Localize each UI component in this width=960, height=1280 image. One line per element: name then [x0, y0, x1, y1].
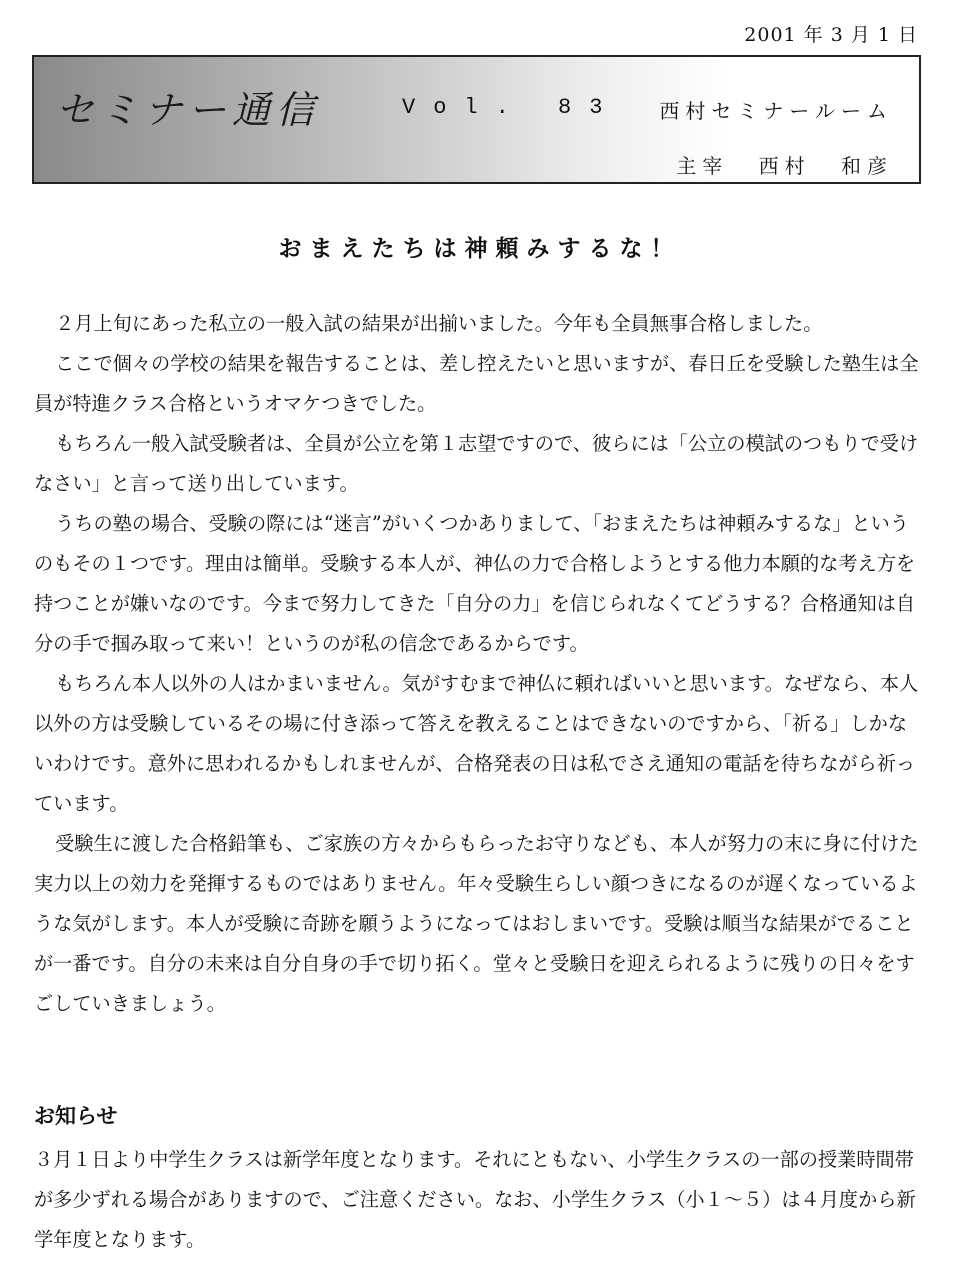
notice-body	[34, 1140, 924, 1260]
notice-heading: お知らせ	[34, 1104, 118, 1128]
article-paragraph: ２月上旬にあった私立の一般入試の結果が出揃いました。今年も全員無事合格しました。	[55, 312, 823, 335]
newsletter-date: 2001 年 3 月 1 日	[744, 24, 918, 46]
newsletter-title: セミナー通信	[56, 88, 321, 132]
article-paragraph: うちの塾の場合、受験の際には“迷言”がいくつかありまして、「おまえたちは神頼みするな」というのもその１つです。理由は簡単。受験する本人が、神仏の力で合格しようとする他力本願的な考え方を持つことが嫌いなのです。今まで努力してきた「自分の力」を信じられなくてどうする？合格通知は自分の手で掴み取って来い！というのが私の信念であるからです。	[34, 512, 916, 655]
organization-name: 西村セミナールーム	[659, 99, 893, 123]
article-paragraph: もちろん本人以外の人はかまいません。気がすむまで神仏に頼ればいいと思います。なぜなら、本人以外の方は受験しているその場に付き添って答えを教えることはできないのですから、「祈る」しかないわけです。意外に思われるかもしれませんが、合格発表の日は私でさえ通知の電話を待ちながら祈っています。	[34, 672, 919, 815]
newsletter-header	[32, 55, 921, 184]
article-paragraph: もちろん一般入試受験者は、全員が公立を第１志望ですので、彼らには「公立の模試のつもりで受けなさい」と言って送り出しています。	[34, 432, 919, 495]
article-title: おまえたちは神頼みするな！	[278, 236, 682, 262]
article-paragraph: ここで個々の学校の結果を報告することは、差し控えたいと思いますが、春日丘を受験した塾生は全員が特進クラス合格というオマケつきでした。	[34, 352, 919, 415]
article-body	[34, 304, 924, 1024]
volume-number: Vol. 83	[402, 95, 621, 120]
host-name: 主宰 西村 和彦	[676, 154, 893, 178]
article-paragraph: 受験生に渡した合格鉛筆も、ご家族の方々からもらったお守りなども、本人が努力の末に身に付けた実力以上の効力を発揮するものではありません。年々受験生らしい顔つきになるのが遅くなっているような気がします。本人が受験に奇跡を願うようになってはおしまいです。受験は順当な結果がでることが一番です。自分の未来は自分自身の手で切り拓く。堂々と受験日を迎えられるように残りの日々をすごしていきましょう。	[34, 832, 919, 1015]
notice-paragraph: ３月１日より中学生クラスは新学年度となります。それにともない、小学生クラスの一部の授業時間帯が多少ずれる場合がありますので、ご注意ください。なお、小学生クラス（小１～５）は４月度から新学年度となります。	[34, 1148, 916, 1251]
